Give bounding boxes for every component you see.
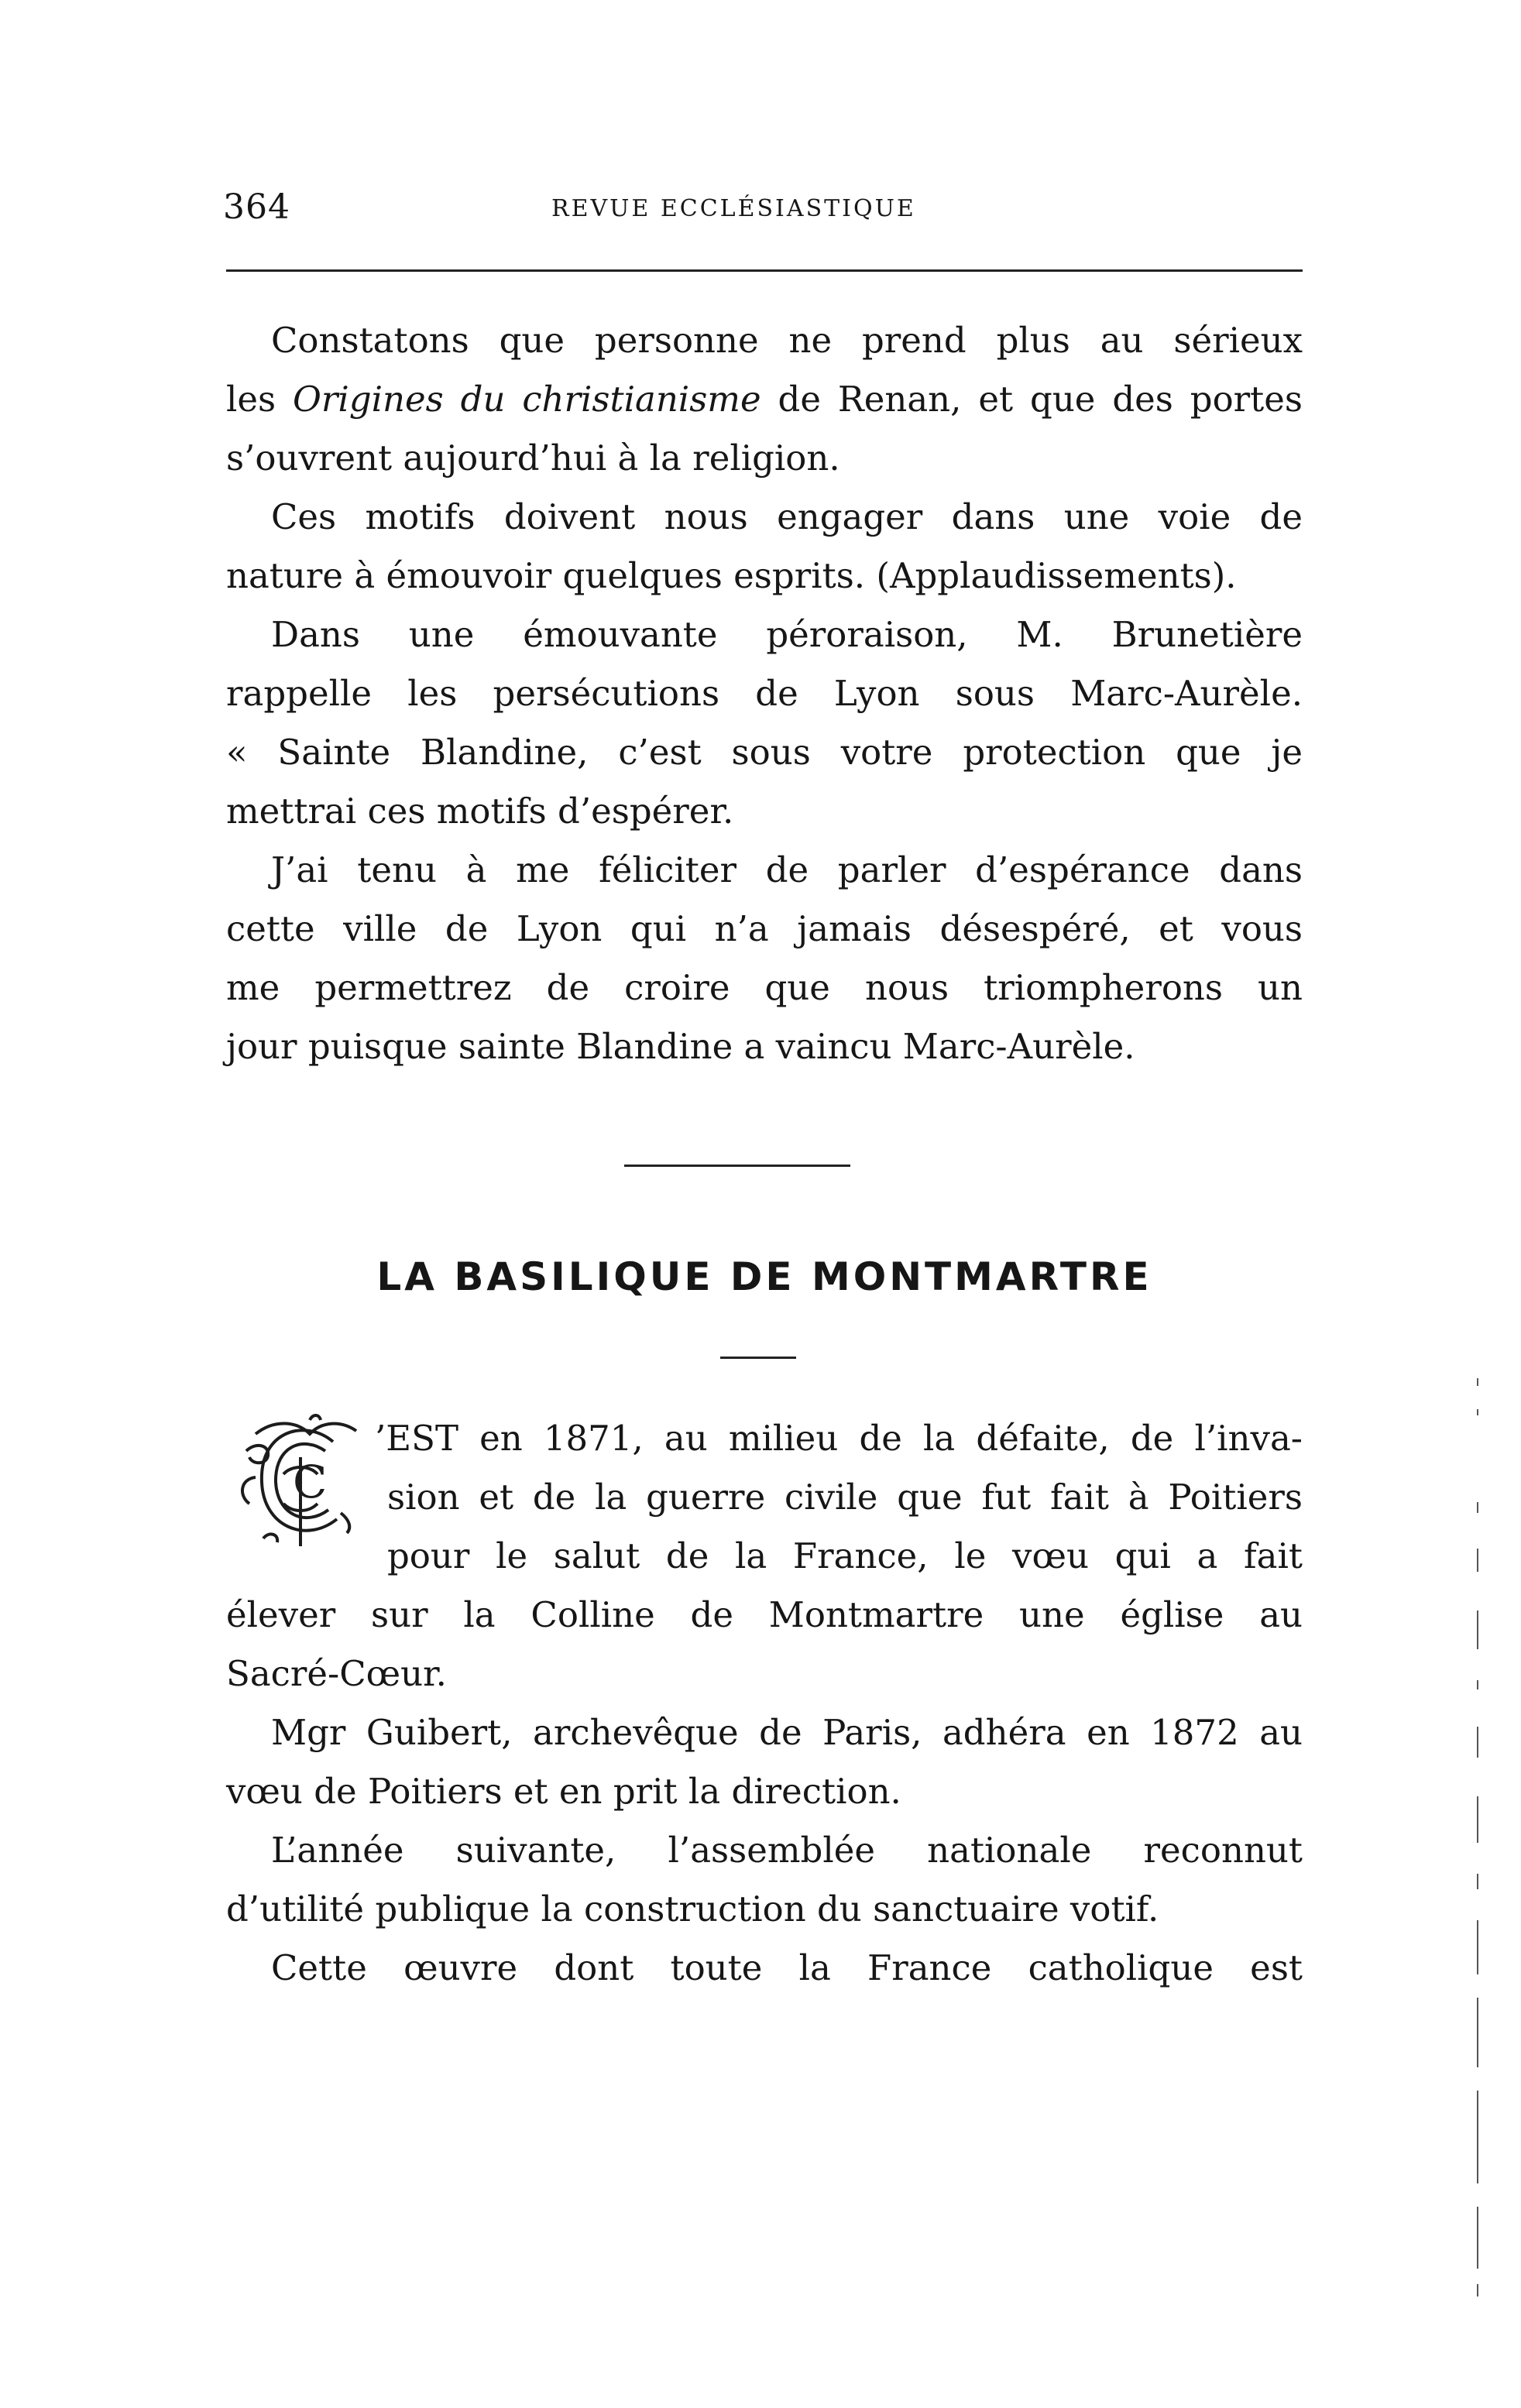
drop-cap-lines (375, 1409, 1303, 1586)
italic-book-title: Origines du christianisme (293, 379, 761, 420)
title-rule (720, 1357, 796, 1359)
top-text-block (226, 311, 1303, 1076)
text-line: Dans une émouvante péroraison, M. Brunetière (271, 614, 1303, 655)
text-line: me permettrez de croire que nous triompherons un (226, 967, 1303, 1008)
text-line: jour puisque sainte Blandine a vaincu Marc-Aurèle. (226, 1026, 1135, 1067)
text-line: « Sainte Blandine, c’est sous votre protection que je (226, 732, 1303, 773)
text-line: d’utilité publique la construction du sanctuaire votif. (226, 1888, 1159, 1929)
drop-cap-letter: C (293, 1456, 328, 1508)
text-line: Ces motifs doivent nous engager dans une voie de (271, 496, 1303, 537)
text-line: rappelle les persécutions de Lyon sous Marc-Aurèle. (226, 673, 1303, 714)
header-rule (226, 269, 1303, 272)
text-line: L’année suivante, l’assemblée nationale reconnut (271, 1830, 1303, 1871)
section-divider (624, 1165, 850, 1167)
text-line: ’EST en 1871, au milieu de la défaite, de l’inva- (375, 1418, 1303, 1459)
text-line: Mgr Guibert, archevêque de Paris, adhéra en 1872 au (271, 1712, 1303, 1753)
text-line: nature à émouvoir quelques esprits. (Applaudissements). (226, 555, 1237, 596)
running-title: REVUE ECCLÉSIASTIQUE (551, 195, 916, 222)
text-line: s’ouvrent aujourd’hui à la religion. (226, 437, 840, 479)
ornamental-drop-cap-c (232, 1411, 372, 1561)
text-line: les Origines du christianisme de Renan, et que des portes (226, 379, 1303, 420)
text-line: vœu de Poitiers et en prit la direction. (226, 1771, 901, 1812)
scan-margin-artifact (1470, 1378, 1485, 2307)
text-line: J’ai tenu à me féliciter de parler d’espérance dans (271, 849, 1303, 890)
section-body (226, 1586, 1303, 1998)
text-line: mettrai ces motifs d’espérer. (226, 791, 734, 832)
text-line: élever sur la Colline de Montmartre une église au (226, 1594, 1303, 1635)
text-line: Cette œuvre dont toute la France catholique est (271, 1947, 1303, 1988)
section-title: LA BASILIQUE DE MONTMARTRE (376, 1254, 1152, 1299)
text-line: cette ville de Lyon qui n’a jamais désespéré, et vous (226, 908, 1303, 949)
text-line: pour le salut de la France, le vœu qui a fait (387, 1535, 1303, 1576)
text-line: Constatons que personne ne prend plus au sérieux (271, 320, 1303, 361)
text-line: Sacré-Cœur. (226, 1653, 447, 1694)
text-line: sion et de la guerre civile que fut fait à Poitiers (387, 1477, 1303, 1518)
page-number: 364 (223, 187, 290, 227)
